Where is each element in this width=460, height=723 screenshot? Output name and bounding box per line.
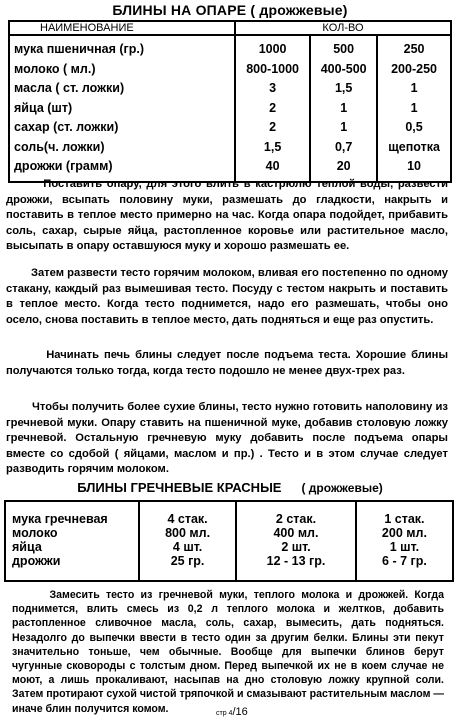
quantity-column-2 (310, 35, 377, 182)
quantity-3: 10 (407, 159, 421, 173)
quantity-1: 2 (269, 100, 277, 115)
ingredients-table-2 (4, 500, 454, 582)
quantity-1: 40 (265, 159, 280, 173)
ingredient-name: дрожжи (грамм) (14, 159, 113, 173)
quantity-column-1 (235, 35, 310, 182)
recipe-title-2 (0, 480, 460, 495)
page-label: стр 4 (216, 710, 233, 717)
paragraph-2: Затем развести тесто горячим молоком, вливая его постепенно по одному стакану, каждый раз вымешивая тесто. Посуду с тестом накрыть и поставить в теплое место. Когда тесто поднимется, надо его размешать, чтобы оно осело, снова поставить в теплое место, дать подняться и еще раз опустить. (6, 267, 448, 326)
quantity-3: 200-250 (391, 61, 437, 76)
ingredient-names-2: мука гречневая молоко яйца дрожжи (5, 501, 139, 581)
quantity-2: 1 (340, 100, 348, 115)
quantity-3: щепотка (388, 139, 440, 154)
quantity-2: 0,7 (334, 139, 353, 154)
paragraph-5: Замесить тесто из гречневой муки, теплого молока и дрожжей. Когда поднимется, влить смесь из 0,2 л теплого молока и желтков, добавить растопленное сливочное масла, соль, сахар, вымесить, дать подняться. Незадолго до выпечки ввести в тесто один за другим белки. Блины эти пекут значительно тоньше, чем обычные. Вообще для выпечки блинов берут чугунные сковороды с толстым дном. Перед выпечкой их не в коем случае не моют, а лишь прокаливают, насыпав на дно столовую ложку крупной соли. Затем протирают сухой чистой тряпочкой и смазывают растительным маслом — иначе блин получится комом. (12, 589, 444, 715)
quantity-1: 2 (269, 120, 277, 134)
quantity-3: 250 (403, 42, 425, 56)
quantity-column-2-3: 1 стак. 200 мл. 1 шт. 6 - 7 гр. (356, 501, 453, 581)
quantity-1: 1,5 (263, 139, 282, 154)
quantity-3: 1 (410, 81, 418, 95)
quantity-1: 1000 (258, 42, 287, 56)
quantity-column-3 (377, 35, 451, 182)
ingredient-name: сахар (ст. ложки) (14, 120, 119, 134)
paragraph-3: Начинать печь блины следует после подъема теста. Хорошие блины получаются только тогда, когда тесто подошло не менее двух-трех раз. (6, 349, 448, 377)
ingredient-name: молоко ( мл.) (14, 61, 96, 76)
quantity-3: 1 (410, 100, 418, 115)
quantity-2: 1 (340, 120, 348, 134)
ingredient-name: масла ( ст. ложки) (14, 81, 125, 95)
ingredients-table-1 (8, 20, 452, 183)
ingredient-name: соль(ч. ложки) (14, 139, 105, 154)
header-quantity: КОЛ-ВО (235, 21, 451, 35)
recipe-title-1: БЛИНЫ НА ОПАРЕ ( дрожжевые) (112, 2, 348, 18)
recipe-title-2-text: БЛИНЫ ГРЕЧНЕВЫЕ КРАСНЫЕ (77, 480, 282, 495)
paragraph-1: Поставить опару, для этого влить в кастрюлю теплой воды, развести дрожжи, всыпать половину муки, размешать до гладкости, накрыть и поставить в теплое место примерно на час. Когда опара подойдет, прибавить соль, сахар, сырые яйца, растопленное коровье или растительное масло, высыпать в опару оставшуюся муку и хорошо размешать ее. (6, 178, 448, 253)
quantity-3: 0,5 (405, 120, 423, 134)
quantity-2: 400-500 (320, 61, 367, 76)
page-total: /16 (232, 706, 248, 718)
quantity-2: 500 (333, 42, 355, 56)
quantity-1: 3 (269, 81, 277, 95)
paragraph-4: Чтобы получить более сухие блины, тесто нужно готовить наполовину из гречневой муки. Опару ставить на пшеничной муке, добавив столовую ложку гречневой. Остальную гречневую муку добавить после подъема опары вместе со сдобой ( яйцами, маслом и пр.) . Тесто и в этом случае следует разводить горячим молоком. (6, 401, 448, 476)
quantity-2: 1,5 (334, 81, 353, 95)
quantity-2: 20 (336, 159, 351, 173)
quantity-column-2-1: 4 стак. 800 мл. 4 шт. 25 гр. (139, 501, 236, 581)
quantity-column-2-2: 2 стак. 400 мл. 2 шт. 12 - 13 гр. (236, 501, 356, 581)
recipe-subtitle-2: ( дрожжевые) (301, 481, 383, 495)
ingredient-name: яйца (шт) (14, 100, 73, 115)
quantity-1: 800-1000 (246, 61, 300, 76)
page-number (216, 706, 248, 718)
ingredient-names (9, 35, 235, 182)
ingredient-name: мука пшеничная (гр.) (14, 42, 145, 56)
header-name: НАИМЕНОВАНИЕ (9, 21, 235, 35)
